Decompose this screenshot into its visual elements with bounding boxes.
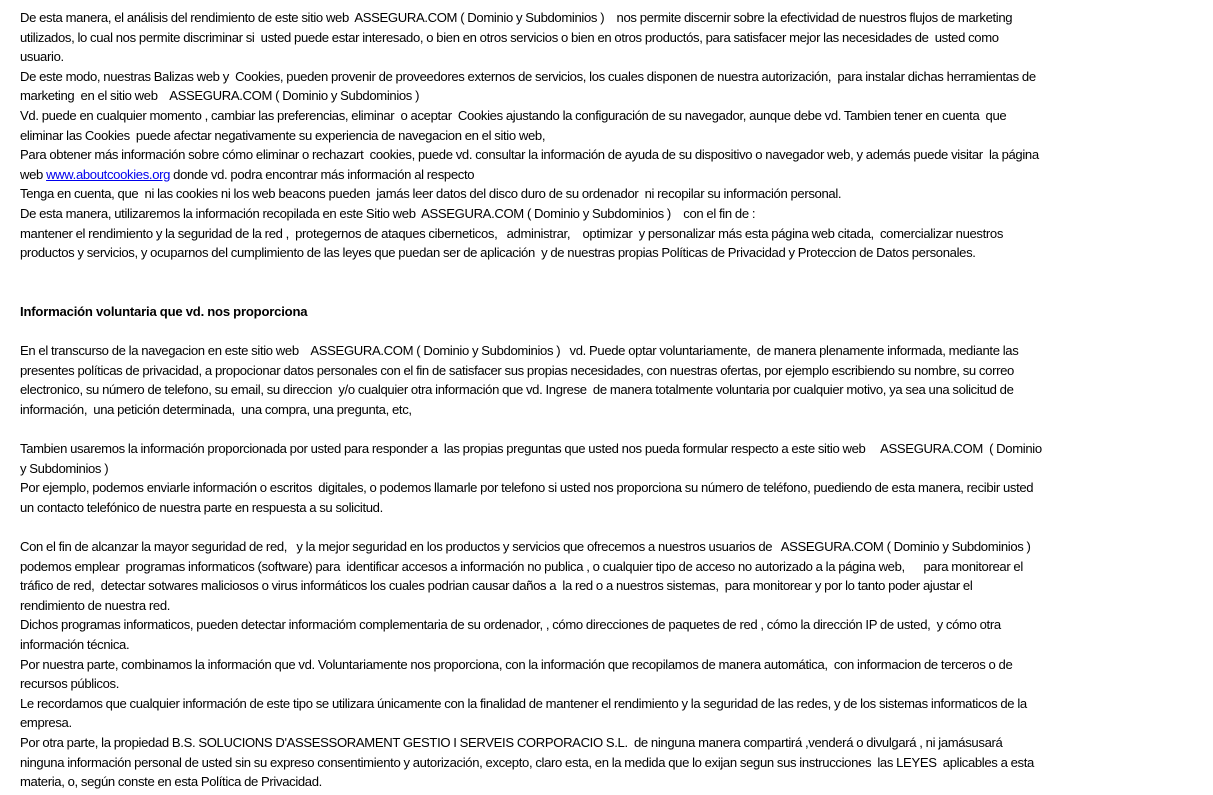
text-line: presentes políticas de privacidad, a propocionar datos personales con el fin de satisfacer sus propias necesidades, con nuestras ofertas, por ejemplo escribiendo su nombre, su correo bbox=[20, 362, 1014, 378]
spacer bbox=[20, 282, 1190, 302]
text-line: eliminar las Cookies puede afectar negativamente su experiencia de navegacion en el sitio web, bbox=[20, 127, 546, 143]
text-line: y Subdominios ) bbox=[20, 460, 109, 476]
section-heading: Información voluntaria que vd. nos proporciona bbox=[20, 303, 308, 319]
text-line: Para obtener más información sobre cómo eliminar o rechazart cookies, puede vd. consultar la información de ayuda de su dispositivo o navegador web, y además puede visitar la página bbox=[20, 147, 1039, 163]
spacer bbox=[20, 322, 1190, 342]
text-line: marketing en el sitio web ASSEGURA.COM ( Dominio y Subdominios ) bbox=[20, 88, 420, 104]
text-line: utilizados, lo cual nos permite discriminar si usted puede estar interesado, o bien en otros servicios o bien en otros productós, para satisfacer mejor las necesidades de usted como bbox=[20, 29, 999, 45]
privacy-policy-document bbox=[20, 8, 1190, 792]
text-line: usuario. bbox=[20, 49, 64, 65]
text-line: Por ejemplo, podemos enviarle información o escritos digitales, o podemos llamarle por telefono si usted nos proporciona su número de teléfono, puediendo de esta manera, recibir usted bbox=[20, 480, 1034, 496]
spacer bbox=[20, 517, 1190, 537]
text-line: ninguna información personal de usted sin su expreso consentimiento y autorización, excepto, claro esta, en la medida que lo exijan segun sus instrucciones las LEYES aplicables a esta bbox=[20, 754, 1034, 770]
text-line: productos y servicios, y ocuparnos del cumplimiento de las leyes que puedan ser de aplicación y de nuestras propias Políticas de Privacidad y Proteccion de Datos personales. bbox=[20, 245, 976, 261]
text-line: Tenga en cuenta, que ni las cookies ni los web beacons pueden jamás leer datos del disco duro de su ordenador ni recopilar su información personal. bbox=[20, 186, 842, 202]
text-line: materia, o, según conste en esta Política de Privacidad. bbox=[20, 774, 322, 790]
text-line: De este modo, nuestras Balizas web y Cookies, pueden provenir de proveedores externos de servicios, los cuales disponen de nuestra autorización, para instalar dichas herramientas de bbox=[20, 68, 1036, 84]
section-voluntary-info bbox=[20, 341, 1190, 419]
section-responses bbox=[20, 439, 1190, 517]
text-line: Vd. puede en cualquier momento , cambiar las preferencias, eliminar o aceptar Cookies ajustando la configuración de su navegador, aunque debe vd. Tambien tener en cuenta que bbox=[20, 107, 1007, 123]
intro-paragraph bbox=[20, 8, 1190, 263]
text-line: Dichos programas informaticos, pueden detectar informacióm complementaria de su ordenador, , cómo direcciones de paquetes de red , cómo la dirección IP de usted, y cómo otra bbox=[20, 617, 1001, 633]
text-line: información, una petición determinada, una compra, una pregunta, etc, bbox=[20, 401, 412, 417]
text-line: un contacto telefónico de nuestra parte en respuesta a su solicitud. bbox=[20, 499, 383, 515]
text-line: De esta manera, el análisis del rendimiento de este sitio web ASSEGURA.COM ( Dominio y Subdominios ) nos permite discernir sobre la efectividad de nuestros flujos de marketing bbox=[20, 10, 1013, 25]
spacer bbox=[20, 419, 1190, 439]
text-line: podemos emplear programas informaticos (software) para identificar accesos a información no publica , o cualquier tipo de acceso no autorizado a la página web, para monitorear el bbox=[20, 558, 1023, 574]
text-line: Tambien usaremos la información proporcionada por usted para responder a las propias preguntas que usted nos pueda formular respecto a este sitio web ASSEGURA.COM ( Dominio bbox=[20, 441, 1042, 457]
text-line: Por otra parte, la propiedad B.S. SOLUCIONS D'ASSESSORAMENT GESTIO I SERVEIS CORPORACIO S.L. de ninguna manera compartirá ,venderá o divulgará , ni jamásusará bbox=[20, 734, 1003, 750]
link-line-after: donde vd. podra encontrar más información al respecto bbox=[170, 166, 475, 182]
text-line: electronico, su número de telefono, su email, su direccion y/o cualquier otra información que vd. Ingrese de manera totalmente voluntaria por cualquier motivo, ya sea una solicitud de bbox=[20, 382, 1014, 398]
text-line: En el transcurso de la navegacion en este sitio web ASSEGURA.COM ( Dominio y Subdominios ) vd. Puede optar voluntariamente, de manera plenamente informada, mediante las bbox=[20, 343, 1019, 359]
link-line-before: web bbox=[20, 166, 47, 182]
text-line: información técnica. bbox=[20, 637, 130, 652]
text-line: Con el fin de alcanzar la mayor seguridad de red, y la mejor seguridad en los productos y servicios que ofrecemos a nuestros usuarios de ASSEGURA.COM ( Dominio y Subdominios ) bbox=[20, 539, 1031, 555]
text-line: empresa. bbox=[20, 715, 72, 731]
spacer bbox=[20, 263, 1190, 283]
text-line: mantener el rendimiento y la seguridad de la red , protegernos de ataques ciberneticos, administrar, optimizar y personalizar más esta página web citada, comercializar nuestros bbox=[20, 225, 1004, 241]
aboutcookies-link[interactable]: www.aboutcookies.org bbox=[46, 166, 171, 182]
section-security bbox=[20, 537, 1190, 792]
text-line: Por nuestra parte, combinamos la información que vd. Voluntariamente nos proporciona, con la información que recopilamos de manera automática, con informacion de terceros o de bbox=[20, 656, 1013, 672]
text-line-with-link bbox=[20, 165, 1190, 185]
text-line: recursos públicos. bbox=[20, 676, 120, 692]
text-line: Le recordamos que cualquier información de este tipo se utilizara únicamente con la finalidad de mantener el rendimiento y la seguridad de las redes, y de los sistemas informaticos de la bbox=[20, 695, 1027, 711]
text-line: tráfico de red, detectar sotwares maliciosos o virus informáticos los cuales podrian causar daños a la red o a nuestros sistemas, para monitorear y por lo tanto poder ajustar el bbox=[20, 578, 973, 594]
text-line: rendimiento de nuestra red. bbox=[20, 597, 171, 613]
text-line: De esta manera, utilizaremos la información recopilada en este Sitio web ASSEGURA.COM ( Dominio y Subdominios ) con el fin de : bbox=[20, 205, 756, 221]
